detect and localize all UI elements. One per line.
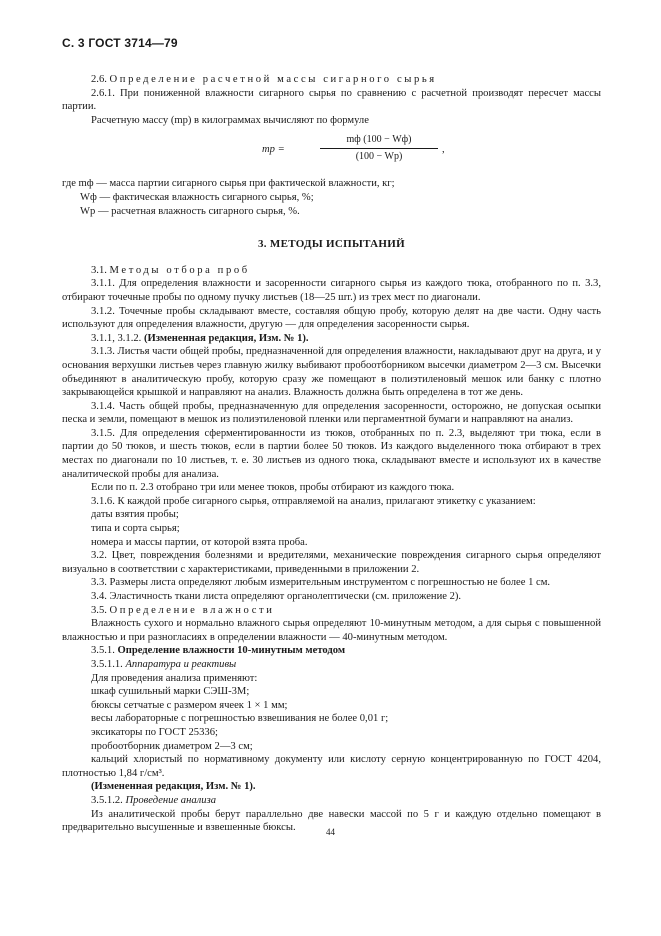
calc-intro-text: Расчетную массу (mр) в килограммах вычисляют по формуле [91, 114, 369, 126]
clause-number: 3.5. [91, 604, 107, 616]
formula-comma: , [442, 144, 445, 156]
formula-denominator: (100 − Wр) [355, 150, 403, 162]
clause-3-2: 3.2. Цвет, повреждения болезнями и вредителями, механические повреждения сигарного сырья определяют визуально в соответствии с характеристиками, приведенными в приложении 2. [62, 550, 601, 575]
clause-3-1 [62, 264, 601, 278]
section-heading-3: 3. МЕТОДЫ ИСПЫТАНИЙ [258, 238, 405, 251]
label-item: даты взятия пробы; [91, 509, 179, 521]
apparatus-item: бюксы сетчатые с размером ячеек 1 × 1 мм; [91, 699, 288, 711]
clause-number: 3.5.1.1. [91, 658, 123, 670]
formula-fraction [320, 133, 438, 163]
reagent-item: кальций хлористый по нормативному документу или кислоту серную концентрированную по ГОСТ 4204, плотностью 1,84 г/см³. [62, 754, 601, 779]
clause-heading: Определение влажности [109, 604, 275, 616]
clause-3-5-1 [62, 644, 601, 658]
formula [62, 129, 601, 173]
edit-note: (Измененная редакция, Изм. № 1). [91, 781, 256, 793]
definition-item: где mф — масса партии сигарного сырья при фактической влажности, кг; [62, 178, 395, 190]
clause-3-4: 3.4. Эластичность ткани листа определяют органолептически (см. приложение 2). [91, 591, 462, 602]
apparatus-item: шкаф сушильный марки СЭШ-3М; [91, 686, 250, 698]
edit-note-prefix: 3.1.1, 3.1.2. [91, 332, 142, 344]
calc-intro [62, 114, 601, 128]
page-header: С. 3 ГОСТ 3714—79 [62, 36, 178, 50]
analysis-text: Из аналитической пробы берут параллельно две навески массой по 5 г и каждую отдельно помещают в предварительно высушенные и взвешенные бюксы. [62, 808, 601, 834]
clause-heading: Определение расчетной массы сигарного сырья [109, 74, 437, 85]
label-item: типа и сорта сырья; [91, 523, 180, 535]
definition-list [62, 177, 601, 218]
clause-number: 3.1. [91, 264, 107, 276]
apparatus-intro: Для проведения анализа применяют: [91, 672, 258, 684]
definition-item: Wф — фактическая влажность сигарного сырья, %; [80, 191, 314, 203]
definition-item: Wр — расчетная влажность сигарного сырья, %. [80, 205, 300, 217]
clause-3-3: 3.3. Размеры листа определяют любым измерительным инструментом с погрешностью не более 1 см. [91, 577, 551, 589]
edit-note-bold: (Измененная редакция, Изм. № 1). [143, 332, 309, 344]
apparatus-item: эксикаторы по ГОСТ 25336; [91, 726, 218, 738]
clause-heading: Определение влажности 10-минутным методом [117, 645, 346, 657]
clause-heading: Методы отбора проб [109, 264, 250, 276]
formula-numerator: mф (100 − Wф) [320, 133, 438, 149]
clause-heading: Проведение анализа [125, 794, 217, 806]
clause-3-5-1-1 [62, 658, 601, 672]
page-number: 44 [326, 827, 335, 837]
clause-3-5 [62, 604, 601, 618]
clause-number: 3.5.1. [91, 645, 115, 657]
apparatus-item: весы лабораторные с погрешностью взвешивания не более 0,01 г; [91, 713, 389, 725]
edit-note [62, 332, 601, 346]
clause-3-1-2: 3.1.2. Точечные пробы складывают вместе, составляя общую пробу, которую делят на две части. Одну часть используют для определения влажности, другую — для определения засоренности сырья. [62, 305, 601, 331]
clause-heading: Аппаратура и реактивы [125, 658, 237, 670]
clause-3-1-4: 3.1.4. Часть общей пробы, предназначенную для определения засоренности, осторожно, не допуская осыпки песка и земли, помещают в мешок из полиэтиленовой пленки или пергаментной бумаги и направляют на анализ. [62, 400, 601, 426]
formula-lhs: mр = [262, 144, 285, 156]
clause-3-1-5-note: Если по п. 2.3 отобрано три или менее тюков, пробы отбирают из каждого тюка. [91, 482, 455, 494]
clause-3-1-3: 3.1.3. Листья части общей пробы, предназначенной для определения влажности, накладывают друг на друга, и у основания верхушки листьев через главную жилку выбивают пробоотборником высечки диаметром 2—3 см. Высечки объединяют в аналитическую пробу, которую сразу же помещают в полиэтиленовый мешок или банку с плотно закрывающейся крышкой и направляют на анализ. Влажность должна быть определена в тот же день. [62, 346, 601, 399]
clause-3-1-6: 3.1.6. К каждой пробе сигарного сырья, отправляемой на анализ, прилагают этикетку с указанием: [91, 495, 536, 507]
clause-number: 3.5.1.2. [91, 794, 123, 806]
clause-3-1-5: 3.1.5. Для определения сферментированности из тюков, отобранных по п. 2.3, выделяют три тюка, если в партии до 50 тюков, и шесть тюков, если в партии более 50 тюков. Из каждого выделенного тюка отбирают в трех местах по диагонали по 10 листьев, т. е. 30 листьев из одного тюка, складывают вместе и используют их в качестве аналитической пробы для анализа. [62, 427, 601, 480]
apparatus-item: пробоотборник диаметром 2—3 см; [91, 740, 253, 752]
clause-2-6 [62, 73, 601, 87]
clause-2-6-1: 2.6.1. При пониженной влажности сигарного сырья по сравнению с расчетной производят пересчет массы партии. [62, 87, 601, 113]
clause-number: 2.6. [91, 74, 107, 85]
clause-3-5-1-2 [62, 794, 601, 808]
label-item: номера и массы партии, от которой взята проба. [91, 536, 308, 548]
document-body [62, 73, 601, 835]
clause-3-1-1: 3.1.1. Для определения влажности и засоренности сигарного сырья из каждого тюка, отобранного по п. 3.3, отбирают точечные пробы по одному пучку листьев (18—25 шт.) из трех мест по диагонали. [62, 278, 601, 303]
clause-3-5-text: Влажность сухого и нормально влажного сырья определяют 10-минутным методом, а для сырья с повышенной влажностью и при разногласиях в определении влажности — 40-минутным методом. [62, 618, 601, 643]
